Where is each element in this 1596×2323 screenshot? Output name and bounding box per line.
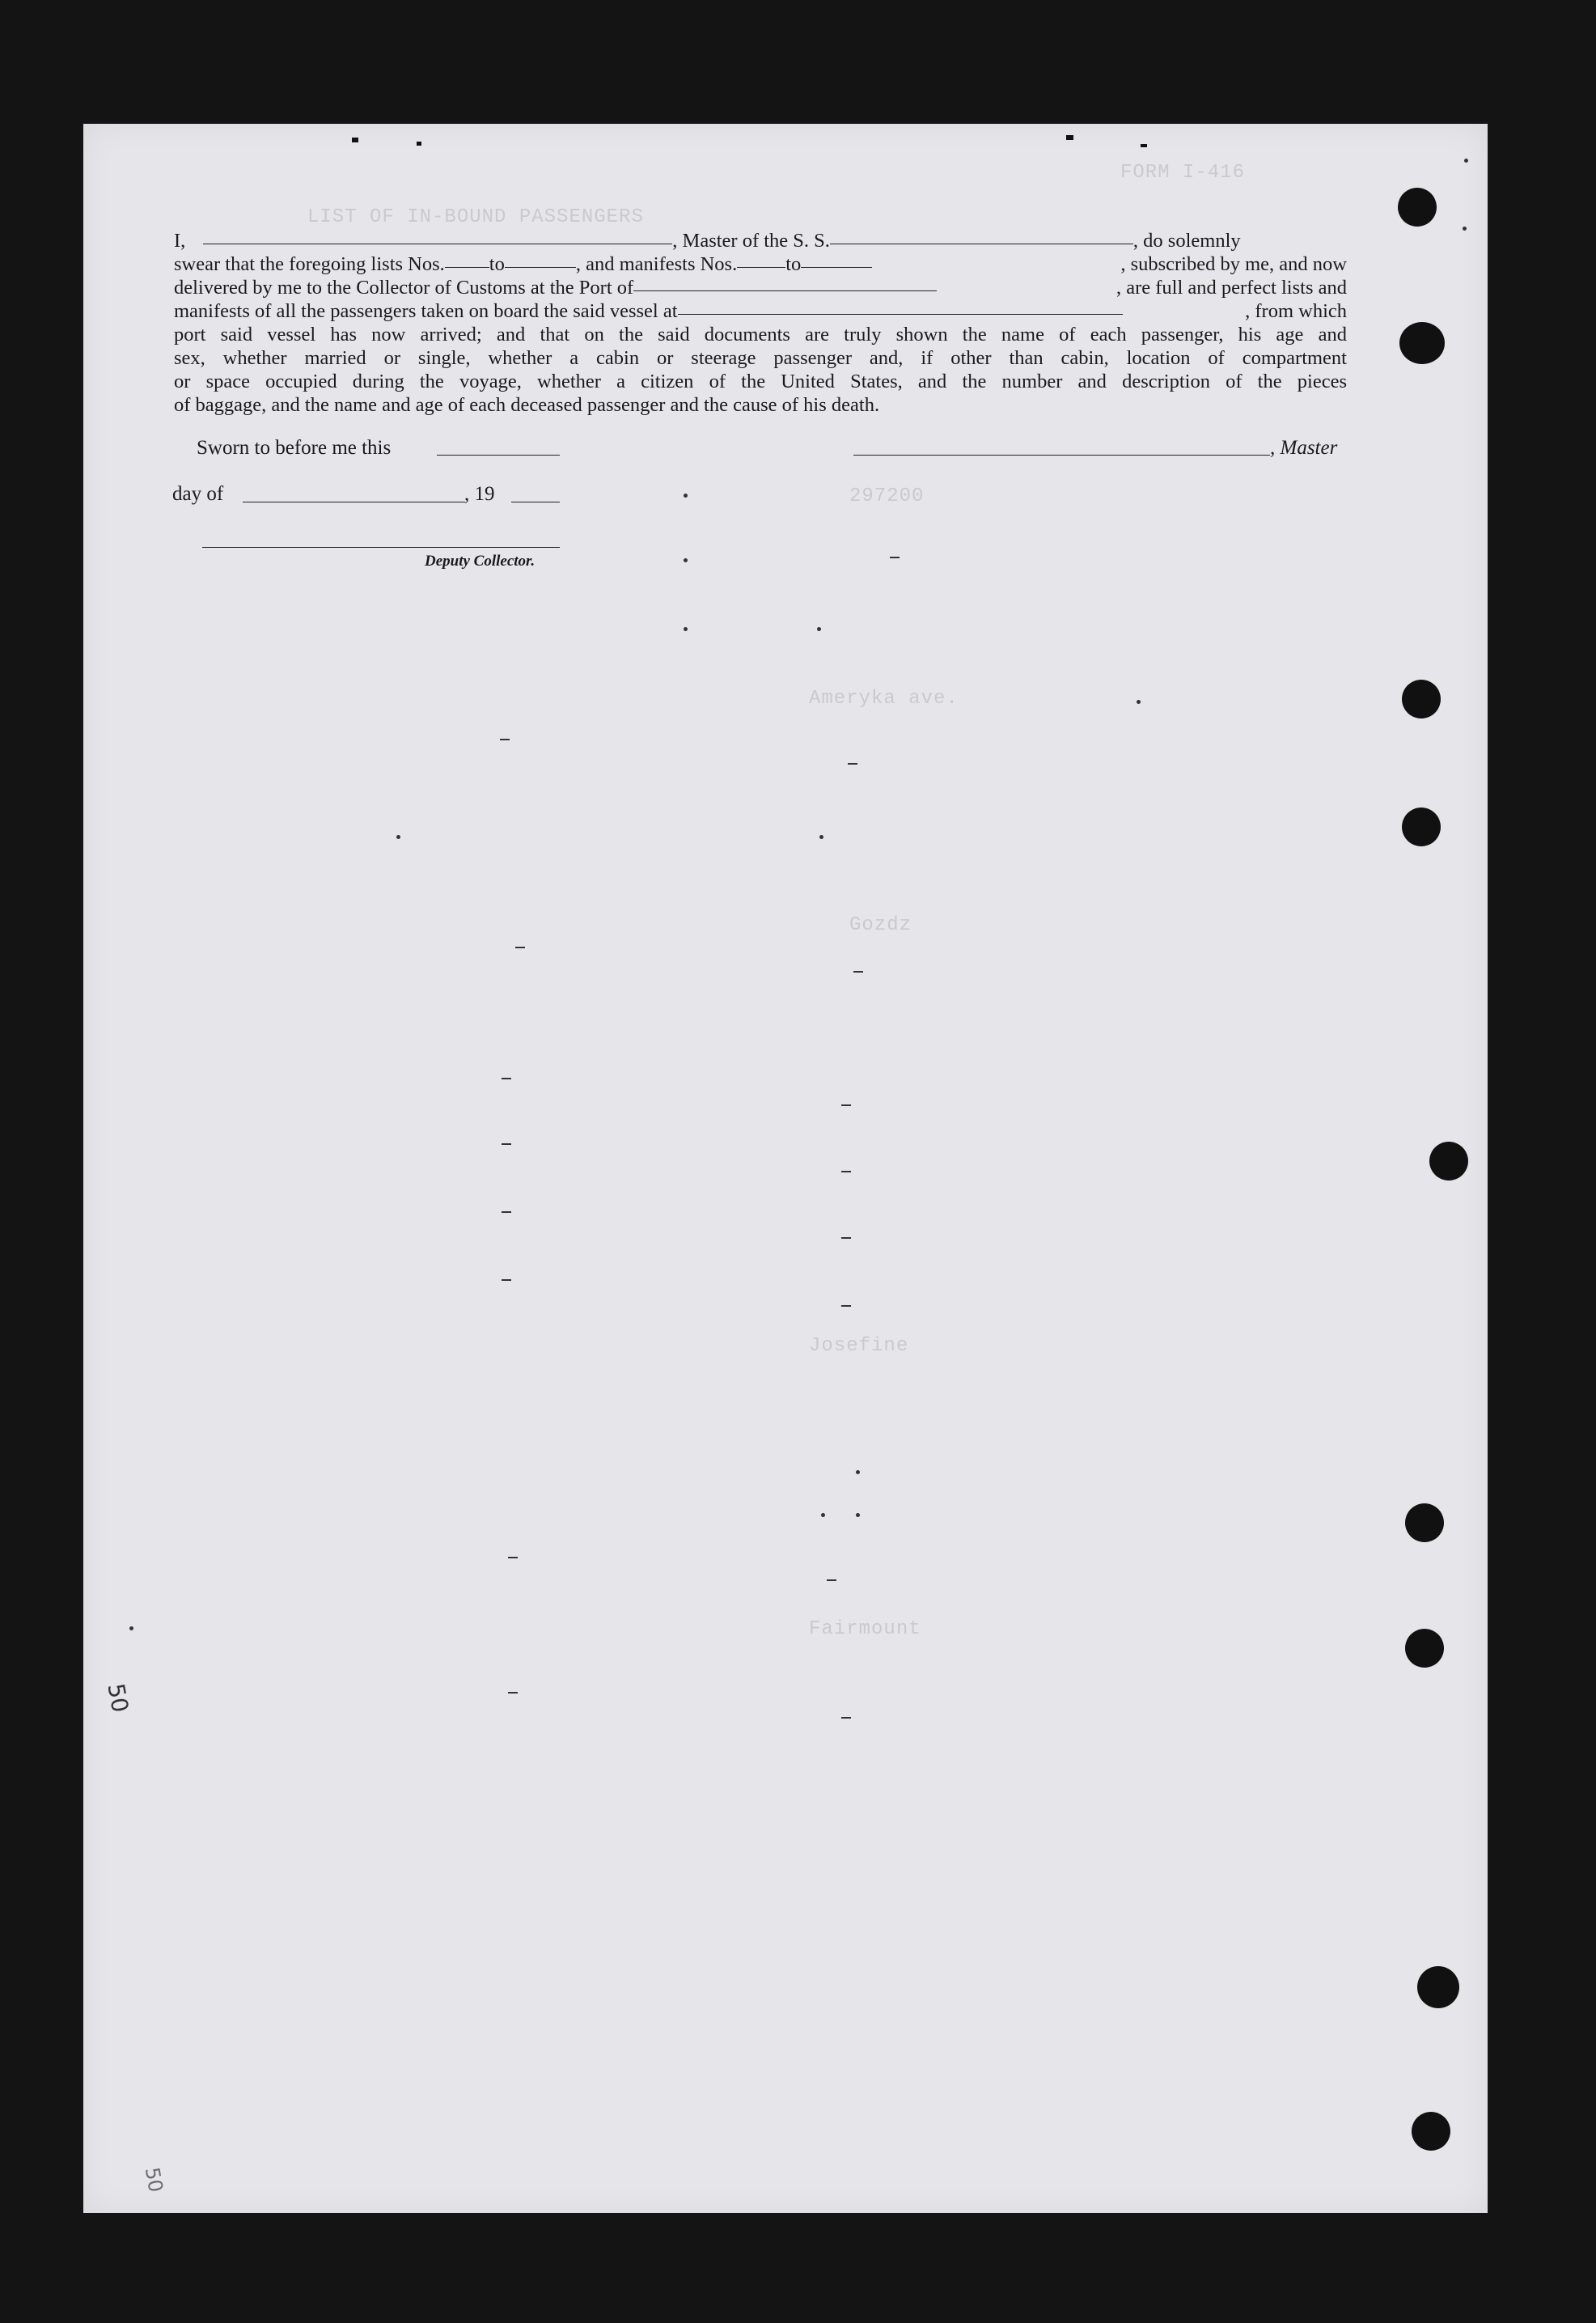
blank-sworn-day — [437, 455, 560, 456]
oath-text: delivered by me to the Collector of Customs at the Port of — [174, 277, 634, 299]
punch-hole — [1402, 680, 1441, 719]
margin-handwriting: 50 — [140, 2165, 167, 2194]
scan-dot — [1137, 700, 1141, 704]
bleed-through-text: Ameryka ave. — [809, 688, 959, 710]
oath-line-8: of baggage, and the name and age of each deceased passenger and the cause of his death. — [174, 394, 880, 416]
scan-mark — [502, 1078, 511, 1079]
scan-mark — [827, 1579, 836, 1581]
scan-mark — [841, 1305, 851, 1307]
scan-dot — [1463, 227, 1467, 231]
scan-mark — [500, 739, 510, 740]
oath-text: swear that the foregoing lists Nos. — [174, 253, 445, 275]
punch-hole — [1402, 808, 1441, 846]
year-prefix: , 19 — [464, 483, 495, 505]
oath-line-2 — [174, 252, 1347, 276]
oath-text: , Master of the S. S. — [672, 230, 830, 252]
scan-mark — [515, 947, 525, 948]
scan-mark — [841, 1171, 851, 1172]
scan-dot — [821, 1513, 825, 1517]
punch-hole — [1405, 1629, 1444, 1668]
blank-master-signature — [853, 455, 1270, 456]
blank-list-to — [505, 252, 576, 268]
oath-text: I, — [174, 230, 186, 252]
punch-hole — [1399, 322, 1445, 364]
oath-text: manifests of all the passengers taken on board the said vessel at — [174, 300, 678, 322]
scan-dot — [396, 835, 400, 839]
oath-line-6: sex, whether married or single, whether a cabin or steerage passenger and, if other than cabin, location of compartment — [174, 347, 1347, 369]
punch-hole — [1405, 1503, 1444, 1542]
scan-mark — [890, 557, 900, 558]
blank-departure-port — [678, 299, 1123, 315]
scan-dot — [1464, 159, 1468, 163]
oath-text: , do solemnly — [1132, 230, 1241, 252]
oath-text: to — [785, 253, 802, 275]
scan-mark — [508, 1692, 518, 1694]
scan-dot — [856, 1513, 860, 1517]
scan-dot — [129, 1626, 133, 1630]
bleed-through-text: Josefine — [809, 1335, 909, 1357]
scan-mark — [841, 1717, 851, 1719]
bleed-through-text: FORM I-416 — [1120, 162, 1246, 184]
bleed-through-text: Gozdz — [849, 914, 912, 936]
bleed-through-text: 297200 — [849, 485, 925, 507]
oath-text: , from which — [1245, 300, 1347, 322]
bleed-through-text: LIST OF IN-BOUND PASSENGERS — [307, 206, 644, 228]
scan-mark — [841, 1104, 851, 1106]
scan-mark — [502, 1211, 511, 1213]
oath-line-3 — [174, 276, 1347, 299]
blank-list-from — [445, 252, 489, 268]
blank-deputy-signature — [202, 547, 560, 548]
master-label: , Master — [1270, 437, 1338, 459]
oath-line-4 — [174, 299, 1347, 323]
scan-dot — [819, 835, 823, 839]
blank-manifest-from — [737, 252, 785, 268]
sworn-label: Sworn to before me this — [197, 437, 392, 459]
blank-port — [633, 276, 937, 291]
punch-hole — [1398, 188, 1437, 227]
oath-paragraph — [174, 229, 1347, 417]
oath-text: , are full and perfect lists and — [1116, 277, 1347, 299]
day-of-label: day of — [172, 483, 224, 505]
scan-mark — [502, 1143, 511, 1145]
margin-handwriting: 50 — [102, 1681, 134, 1715]
oath-text: , subscribed by me, and now — [1120, 253, 1347, 275]
oath-line-1 — [174, 229, 1347, 252]
blank-manifest-to — [801, 252, 872, 268]
punch-hole — [1412, 2112, 1450, 2151]
scan-dot — [817, 627, 821, 631]
punch-hole — [1417, 1966, 1459, 2008]
oath-text: to — [489, 253, 505, 275]
scan-speck — [417, 142, 421, 146]
oath-line-7: or space occupied during the voyage, whether a citizen of the United States, and the number and description of the pieces — [174, 371, 1347, 392]
scan-mark — [841, 1237, 851, 1239]
oath-line-5: port said vessel has now arrived; and that on the said documents are truly shown the name of each passenger, his age and — [174, 324, 1347, 345]
scan-speck — [352, 138, 358, 142]
punch-hole — [1429, 1142, 1468, 1181]
scan-speck — [1141, 144, 1147, 147]
scan-speck — [1066, 135, 1073, 140]
scan-mark — [502, 1279, 511, 1281]
scan-mark — [508, 1557, 518, 1558]
scan-mark — [853, 971, 863, 973]
bleed-through-text: Fairmount — [809, 1618, 921, 1640]
scan-dot — [684, 494, 688, 498]
oath-text: , and manifests Nos. — [575, 253, 738, 275]
deputy-collector-label: Deputy Collector. — [425, 553, 536, 570]
blank-ship-name — [830, 229, 1133, 244]
scan-dot — [684, 627, 688, 631]
scan-dot — [856, 1470, 860, 1474]
blank-master-name — [203, 229, 672, 244]
scan-mark — [848, 763, 857, 765]
scan-dot — [684, 558, 688, 562]
